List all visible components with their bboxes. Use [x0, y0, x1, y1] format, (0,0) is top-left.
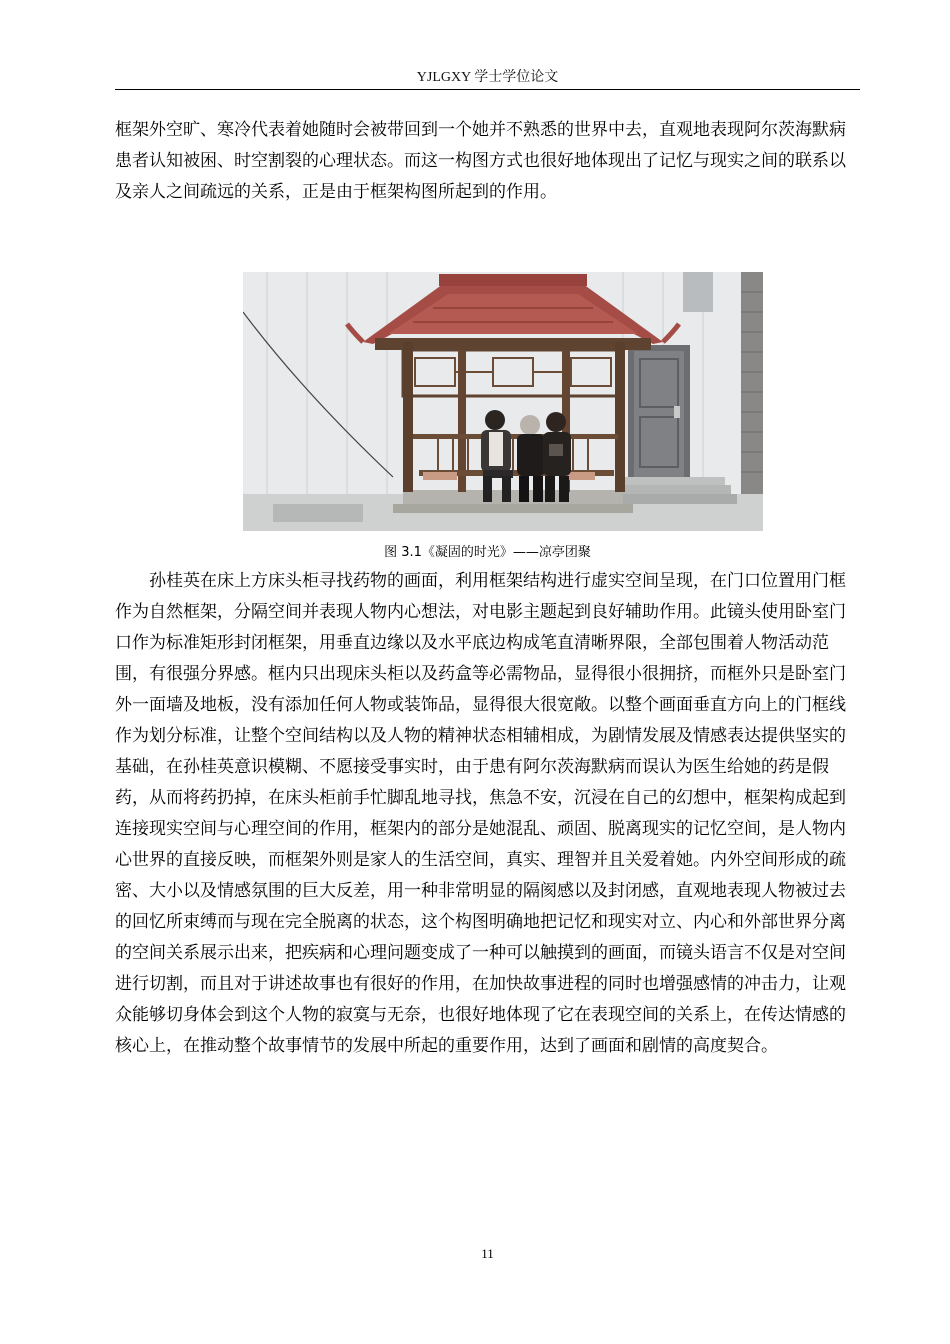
body-paragraph-2: 孙桂英在床上方床头柜寻找药物的画面，利用框架结构进行虚实空间呈现，在门口位置用门框作为自然框架，分隔空间并表现人物内心想法，对电影主题起到良好辅助作用。此镜头使用卧室门口作为标准矩形封闭框架，用垂直边缘以及水平底边构成笔直清晰界限，全部包围着人物活动范围，有很强分界感。框内只出现床头柜以及药盒等必需物品，显得很小很拥挤，而框外只是卧室门外一面墙及地板，没有添加任何人物或装饰品，显得很大很宽敞。以整个画面垂直方向上的门框线作为划分标准，让整个空间结构以及人物的精神状态相辅相成，为剧情发展及情感表达提供坚实的基础，在孙桂英意识模糊、不愿接受事实时，由于患有阿尔茨海默病而误认为医生给她的药是假药，从而将药扔掉，在床头柜前手忙脚乱地寻找，焦急不安，沉浸在自己的幻想中，框架构成起到连接现实空间与心理空间的作用，框架内的部分是她混乱、顽固、脱离现实的记忆空间，是人物内心世界的直接反映，而框架外则是家人的生活空间，真实、理智并且关爱着她。内外空间形成的疏密、大小以及情感氛围的巨大反差，用一种非常明显的隔阂感以及封闭感，直观地表现人物被过去的回忆所束缚而与现在完全脱离的状态，这个构图明确地把记忆和现实对立、内心和外部世界分离的空间关系展示出来，把疾病和心理问题变成了一种可以触摸到的画面，而镜头语言不仅是对空间进行切割，而且对于讲述故事也有很好的作用，在加快故事进程的同时也增强感情的冲击力，让观众能够切身体会到这个人物的寂寞与无奈，也很好地体现了它在表现空间的关系上，在传达情感的核心上，在推动整个故事情节的发展中所起的重要作用，达到了画面和剧情的高度契合。 — [115, 571, 846, 1056]
figure-caption: 图 3.1《凝固的时光》——凉亭团聚 — [384, 545, 591, 560]
body-paragraph-1: 框架外空旷、寒冷代表着她随时会被带回到一个她并不熟悉的世界中去，直观地表现阿尔茨海默病患者认知被困、时空割裂的心理状态。而这一构图方式也很好地体现出了记忆与现实之间的联系以及亲人之间疏远的关系，正是由于框架构图所起到的作用。 — [115, 120, 846, 202]
header-rule — [115, 89, 860, 90]
figure-image — [243, 272, 763, 531]
running-header: YJLGXY 学士学位论文 — [416, 70, 559, 85]
page-number: 11 — [481, 1246, 494, 1261]
